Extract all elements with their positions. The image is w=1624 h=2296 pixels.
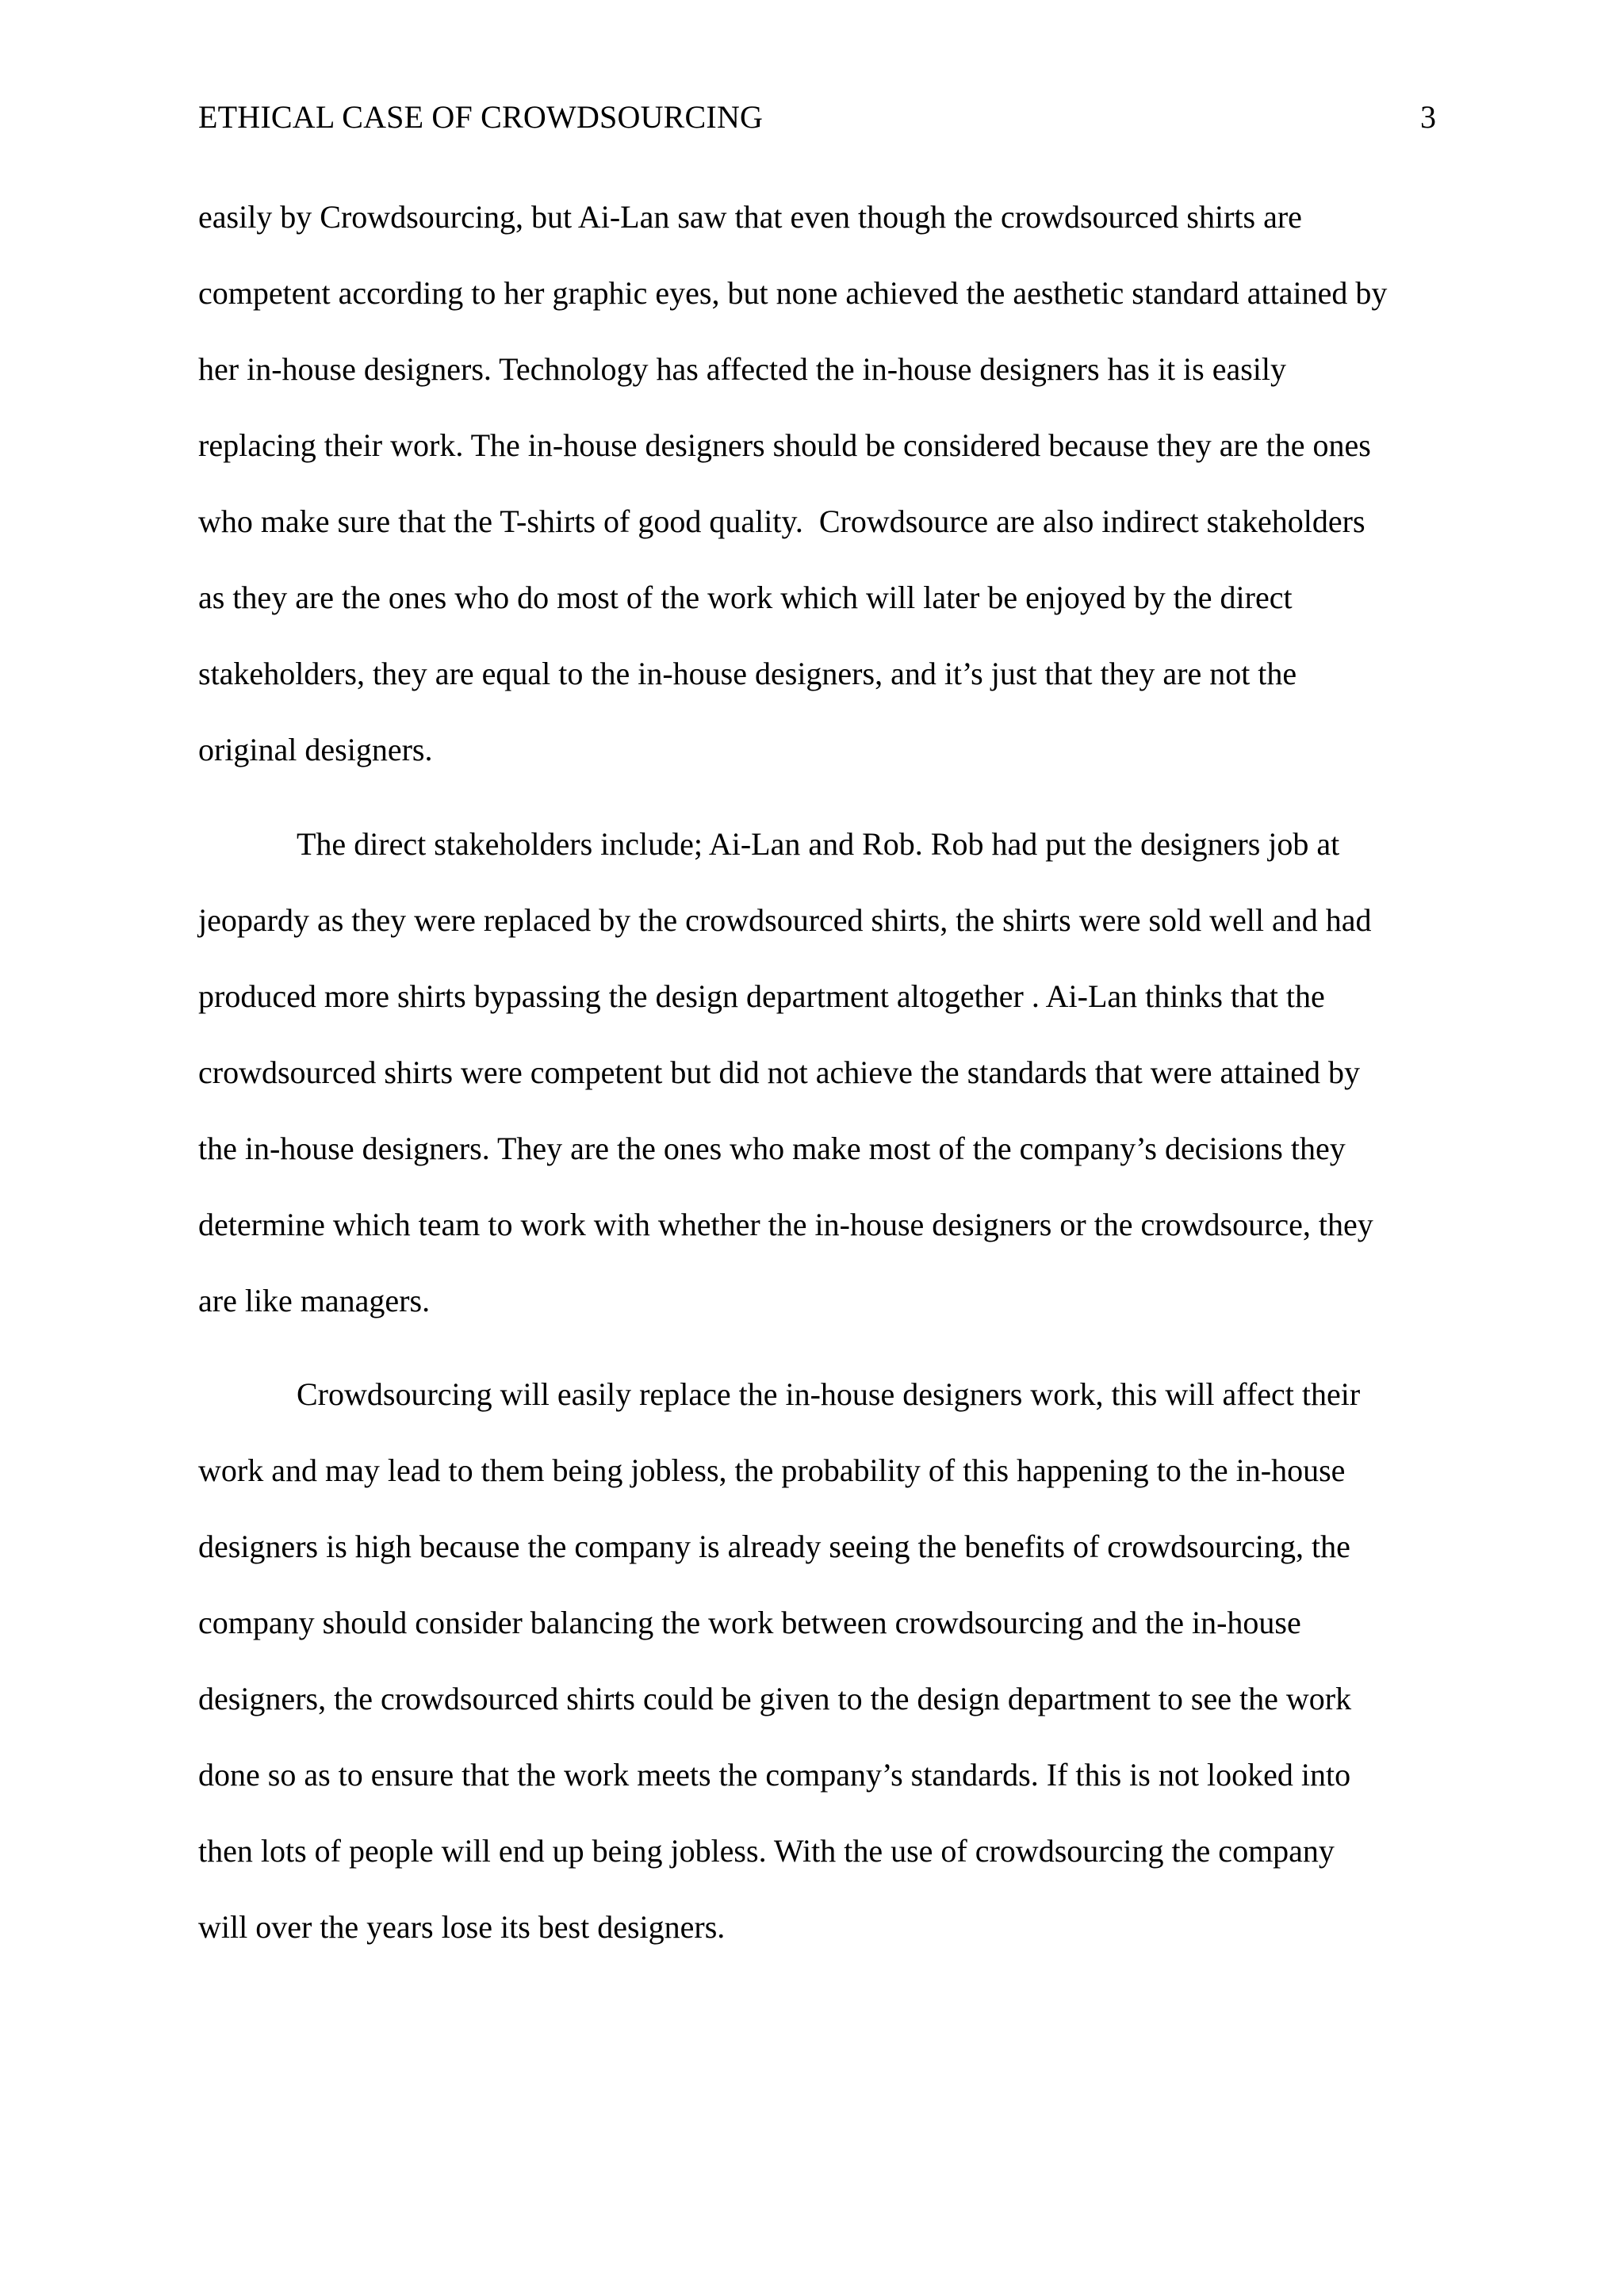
text-line: the in-house designers. They are the ones who make most of the company’s decisions they <box>198 1131 1346 1166</box>
text-line: determine which team to work with whether the in-house designers or the crowdsource, they <box>198 1207 1373 1242</box>
text-line: easily by Crowdsourcing, but Ai-Lan saw that even though the crowdsourced shirts are <box>198 199 1302 235</box>
text-line: crowdsourced shirts were competent but did not achieve the standards that were attained by <box>198 1054 1361 1090</box>
text-line: original designers. <box>198 732 433 767</box>
text-line: company should consider balancing the work between crowdsourcing and the in-house <box>198 1605 1301 1640</box>
text-line: then lots of people will end up being jobless. With the use of crowdsourcing the company <box>198 1833 1335 1869</box>
text-line: her in-house designers. Technology has affected the in-house designers has it is easily <box>198 351 1287 387</box>
text-line: as they are the ones who do most of the work which will later be enjoyed by the direct <box>198 580 1293 615</box>
text-line: will over the years lose its best designers. <box>198 1909 726 1945</box>
text-line: The direct stakeholders include; Ai-Lan and Rob. Rob had put the designers job at <box>297 826 1340 862</box>
text-line: who make sure that the T-shirts of good quality. Crowdsource are also indirect stakeholders <box>198 503 1365 539</box>
running-head: ETHICAL CASE OF CROWDSOURCING <box>198 99 764 135</box>
text-line: stakeholders, they are equal to the in-house designers, and it’s just that they are not the <box>198 656 1297 691</box>
text-line: competent according to her graphic eyes, but none achieved the aesthetic standard attained by <box>198 275 1388 311</box>
text-line: Crowdsourcing will easily replace the in-house designers work, this will affect their <box>297 1376 1361 1412</box>
text-line: designers, the crowdsourced shirts could be given to the design department to see the work <box>198 1681 1352 1716</box>
text-line: jeopardy as they were replaced by the crowdsourced shirts, the shirts were sold well and had <box>198 902 1372 938</box>
text-line: are like managers. <box>198 1283 431 1318</box>
text-line: produced more shirts bypassing the design department altogether . Ai-Lan thinks that the <box>198 978 1325 1014</box>
text-line: done so as to ensure that the work meets the company’s standards. If this is not looked into <box>198 1757 1351 1793</box>
text-line: work and may lead to them being jobless, the probability of this happening to the in-house <box>198 1452 1346 1488</box>
text-line: designers is high because the company is already seeing the benefits of crowdsourcing, the <box>198 1529 1350 1564</box>
text-line: replacing their work. The in-house designers should be considered because they are the ones <box>198 427 1371 463</box>
page-number: 3 <box>1420 99 1436 135</box>
